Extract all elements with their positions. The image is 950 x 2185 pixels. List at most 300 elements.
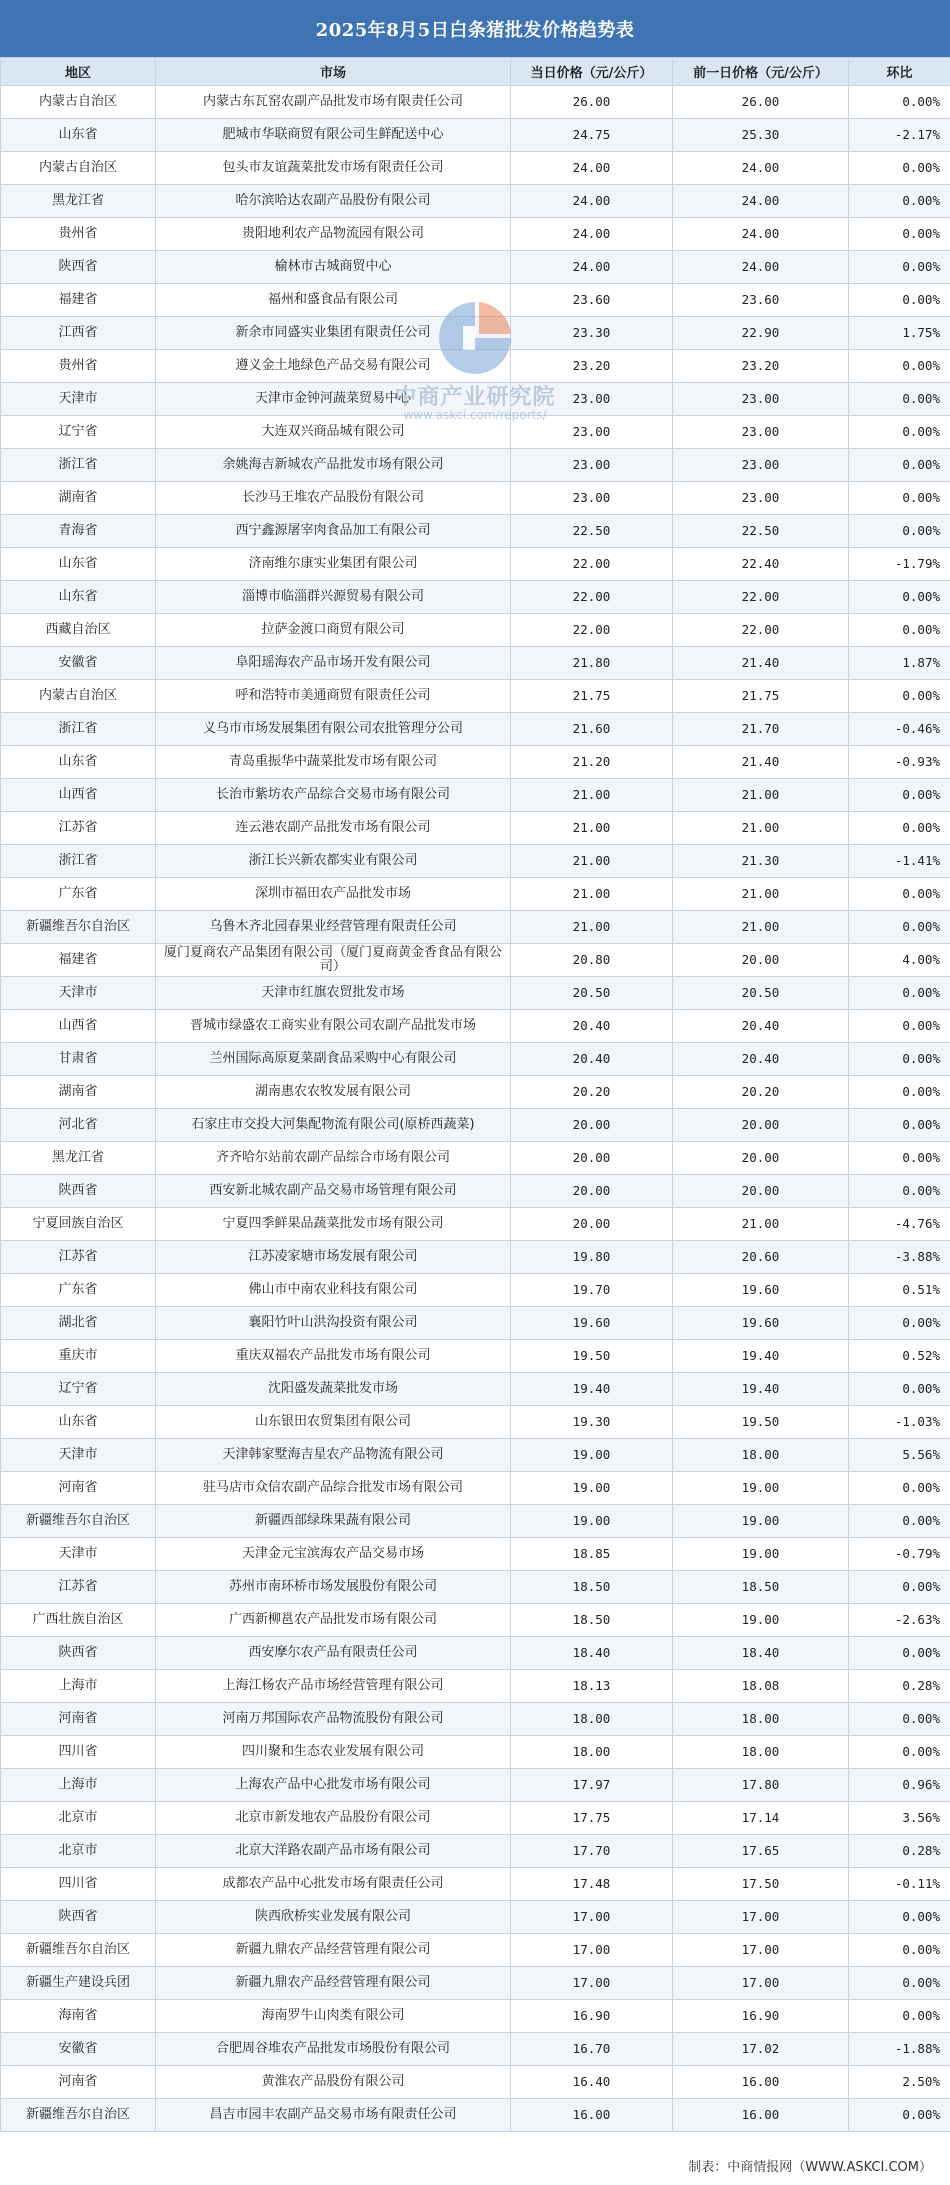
table-row xyxy=(1,1703,950,1736)
prev-price-cell: 21.75 xyxy=(673,680,849,713)
today-price-cell: 19.50 xyxy=(511,1340,673,1373)
market-cell: 山东银田农贸集团有限公司 xyxy=(156,1406,511,1439)
change-cell: 0.00% xyxy=(849,1571,950,1604)
table-row xyxy=(1,1967,950,2000)
region-cell: 宁夏回族自治区 xyxy=(1,1208,156,1241)
today-price-cell: 21.00 xyxy=(511,845,673,878)
region-cell: 江苏省 xyxy=(1,812,156,845)
change-cell: 0.00% xyxy=(849,977,950,1010)
market-cell: 天津市红旗农贸批发市场 xyxy=(156,977,511,1010)
table-row xyxy=(1,680,950,713)
today-price-cell: 17.75 xyxy=(511,1802,673,1835)
table-row xyxy=(1,1868,950,1901)
prev-price-cell: 20.00 xyxy=(673,1109,849,1142)
region-cell: 湖南省 xyxy=(1,482,156,515)
region-cell: 新疆维吾尔自治区 xyxy=(1,1505,156,1538)
region-cell: 广东省 xyxy=(1,1274,156,1307)
change-cell: -1.03% xyxy=(849,1406,950,1439)
region-cell: 山西省 xyxy=(1,779,156,812)
market-cell: 新疆九鼎农产品经营管理有限公司 xyxy=(156,1967,511,2000)
region-cell: 陕西省 xyxy=(1,251,156,284)
market-cell: 陕西欣桥实业发展有限公司 xyxy=(156,1901,511,1934)
price-table xyxy=(0,57,950,2132)
today-price-cell: 20.50 xyxy=(511,977,673,1010)
change-cell: 0.00% xyxy=(849,1637,950,1670)
change-cell: 0.28% xyxy=(849,1835,950,1868)
change-cell: 0.00% xyxy=(849,779,950,812)
table-row xyxy=(1,317,950,350)
region-cell: 四川省 xyxy=(1,1736,156,1769)
market-cell: 淄博市临淄群兴源贸易有限公司 xyxy=(156,581,511,614)
today-price-cell: 26.00 xyxy=(511,86,673,119)
change-cell: -1.79% xyxy=(849,548,950,581)
prev-price-cell: 21.00 xyxy=(673,779,849,812)
today-price-cell: 24.00 xyxy=(511,218,673,251)
region-cell: 江苏省 xyxy=(1,1241,156,1274)
today-price-cell: 19.80 xyxy=(511,1241,673,1274)
change-cell: 1.87% xyxy=(849,647,950,680)
market-cell: 成都农产品中心批发市场有限责任公司 xyxy=(156,1868,511,1901)
today-price-cell: 21.00 xyxy=(511,779,673,812)
prev-price-cell: 20.00 xyxy=(673,1175,849,1208)
change-cell: 0.00% xyxy=(849,515,950,548)
prev-price-cell: 17.80 xyxy=(673,1769,849,1802)
change-cell: 0.00% xyxy=(849,1967,950,2000)
region-cell: 内蒙古自治区 xyxy=(1,152,156,185)
region-cell: 内蒙古自治区 xyxy=(1,680,156,713)
today-price-cell: 16.70 xyxy=(511,2033,673,2066)
table-title: 2025年8月5日白条猪批发价格趋势表 xyxy=(0,0,950,57)
table-row xyxy=(1,2033,950,2066)
table-row xyxy=(1,713,950,746)
change-cell: -0.11% xyxy=(849,1868,950,1901)
table-row xyxy=(1,119,950,152)
change-cell: 0.00% xyxy=(849,185,950,218)
today-price-cell: 23.20 xyxy=(511,350,673,383)
table-row xyxy=(1,1538,950,1571)
change-cell: 0.00% xyxy=(849,911,950,944)
region-cell: 广西壮族自治区 xyxy=(1,1604,156,1637)
today-price-cell: 18.00 xyxy=(511,1736,673,1769)
market-cell: 遵义金土地绿色产品交易有限公司 xyxy=(156,350,511,383)
prev-price-cell: 23.20 xyxy=(673,350,849,383)
prev-price-cell: 16.00 xyxy=(673,2099,849,2132)
change-cell: -2.17% xyxy=(849,119,950,152)
prev-price-cell: 23.00 xyxy=(673,482,849,515)
market-cell: 兰州国际高原夏菜副食品采购中心有限公司 xyxy=(156,1043,511,1076)
prev-price-cell: 21.40 xyxy=(673,746,849,779)
prev-price-cell: 25.30 xyxy=(673,119,849,152)
change-cell: -0.79% xyxy=(849,1538,950,1571)
table-row xyxy=(1,1934,950,1967)
today-price-cell: 18.85 xyxy=(511,1538,673,1571)
change-cell: 0.00% xyxy=(849,416,950,449)
table-row xyxy=(1,1802,950,1835)
prev-price-cell: 22.50 xyxy=(673,515,849,548)
prev-price-cell: 21.40 xyxy=(673,647,849,680)
market-cell: 海南罗牛山肉类有限公司 xyxy=(156,2000,511,2033)
today-price-cell: 19.30 xyxy=(511,1406,673,1439)
table-row xyxy=(1,911,950,944)
change-cell: 4.00% xyxy=(849,944,950,977)
header-today-price: 当日价格（元/公斤） xyxy=(511,58,673,86)
today-price-cell: 20.00 xyxy=(511,1109,673,1142)
table-row xyxy=(1,944,950,977)
region-cell: 天津市 xyxy=(1,1538,156,1571)
market-cell: 浙江长兴新农都实业有限公司 xyxy=(156,845,511,878)
market-cell: 包头市友谊蔬菜批发市场有限责任公司 xyxy=(156,152,511,185)
change-cell: 0.00% xyxy=(849,1010,950,1043)
table-row xyxy=(1,614,950,647)
market-cell: 西安新北城农副产品交易市场管理有限公司 xyxy=(156,1175,511,1208)
prev-price-cell: 24.00 xyxy=(673,251,849,284)
market-cell: 拉萨金渡口商贸有限公司 xyxy=(156,614,511,647)
region-cell: 甘肃省 xyxy=(1,1043,156,1076)
region-cell: 陕西省 xyxy=(1,1637,156,1670)
region-cell: 天津市 xyxy=(1,977,156,1010)
change-cell: -1.41% xyxy=(849,845,950,878)
region-cell: 广东省 xyxy=(1,878,156,911)
region-cell: 浙江省 xyxy=(1,449,156,482)
change-cell: 0.00% xyxy=(849,812,950,845)
table-row xyxy=(1,1604,950,1637)
prev-price-cell: 19.00 xyxy=(673,1472,849,1505)
market-cell: 宁夏四季鲜果品蔬菜批发市场有限公司 xyxy=(156,1208,511,1241)
table-row xyxy=(1,1340,950,1373)
table-row xyxy=(1,2066,950,2099)
change-cell: 0.00% xyxy=(849,1109,950,1142)
prev-price-cell: 21.70 xyxy=(673,713,849,746)
market-cell: 余姚海吉新城农产品批发市场有限公司 xyxy=(156,449,511,482)
change-cell: -0.46% xyxy=(849,713,950,746)
prev-price-cell: 23.00 xyxy=(673,383,849,416)
today-price-cell: 18.50 xyxy=(511,1571,673,1604)
today-price-cell: 18.13 xyxy=(511,1670,673,1703)
market-cell: 厦门夏商农产品集团有限公司（厦门夏商黄金香食品有限公司） xyxy=(156,944,511,977)
watermark-url: www.askci.com/reports/ xyxy=(403,408,547,422)
table-row xyxy=(1,845,950,878)
today-price-cell: 22.00 xyxy=(511,614,673,647)
change-cell: 0.00% xyxy=(849,1472,950,1505)
region-cell: 上海市 xyxy=(1,1769,156,1802)
change-cell: 0.00% xyxy=(849,86,950,119)
prev-price-cell: 17.00 xyxy=(673,1934,849,1967)
prev-price-cell: 18.50 xyxy=(673,1571,849,1604)
header-market: 市场 xyxy=(156,58,511,86)
market-cell: 北京大洋路农副产品市场有限公司 xyxy=(156,1835,511,1868)
change-cell: 0.00% xyxy=(849,1703,950,1736)
change-cell: 0.00% xyxy=(849,218,950,251)
today-price-cell: 21.80 xyxy=(511,647,673,680)
region-cell: 河南省 xyxy=(1,1703,156,1736)
change-cell: 0.00% xyxy=(849,1505,950,1538)
market-cell: 内蒙古东瓦窑农副产品批发市场有限责任公司 xyxy=(156,86,511,119)
today-price-cell: 17.00 xyxy=(511,1967,673,2000)
today-price-cell: 20.00 xyxy=(511,1208,673,1241)
change-cell: 0.00% xyxy=(849,1901,950,1934)
prev-price-cell: 22.90 xyxy=(673,317,849,350)
region-cell: 浙江省 xyxy=(1,845,156,878)
prev-price-cell: 22.40 xyxy=(673,548,849,581)
market-cell: 阜阳瑶海农产品市场开发有限公司 xyxy=(156,647,511,680)
market-cell: 青岛重振华中蔬菜批发市场有限公司 xyxy=(156,746,511,779)
table-row xyxy=(1,515,950,548)
change-cell: 5.56% xyxy=(849,1439,950,1472)
prev-price-cell: 17.14 xyxy=(673,1802,849,1835)
market-cell: 石家庄市交投大河集配物流有限公司(原桥西蔬菜) xyxy=(156,1109,511,1142)
change-cell: -4.76% xyxy=(849,1208,950,1241)
region-cell: 山东省 xyxy=(1,1406,156,1439)
prev-price-cell: 16.00 xyxy=(673,2066,849,2099)
region-cell: 海南省 xyxy=(1,2000,156,2033)
region-cell: 河南省 xyxy=(1,1472,156,1505)
table-row xyxy=(1,2099,950,2132)
region-cell: 江西省 xyxy=(1,317,156,350)
region-cell: 湖南省 xyxy=(1,1076,156,1109)
region-cell: 山东省 xyxy=(1,548,156,581)
market-cell: 哈尔滨哈达农副产品股份有限公司 xyxy=(156,185,511,218)
today-price-cell: 21.00 xyxy=(511,911,673,944)
market-cell: 四川聚和生态农业发展有限公司 xyxy=(156,1736,511,1769)
header-row xyxy=(1,58,950,86)
prev-price-cell: 17.00 xyxy=(673,1967,849,2000)
table-body xyxy=(1,86,950,2132)
today-price-cell: 19.00 xyxy=(511,1505,673,1538)
prev-price-cell: 20.50 xyxy=(673,977,849,1010)
today-price-cell: 16.00 xyxy=(511,2099,673,2132)
change-cell: 0.00% xyxy=(849,284,950,317)
table-row xyxy=(1,86,950,119)
change-cell: -3.88% xyxy=(849,1241,950,1274)
today-price-cell: 16.40 xyxy=(511,2066,673,2099)
market-cell: 深圳市福田农产品批发市场 xyxy=(156,878,511,911)
region-cell: 河北省 xyxy=(1,1109,156,1142)
table-row xyxy=(1,647,950,680)
today-price-cell: 24.75 xyxy=(511,119,673,152)
prev-price-cell: 16.90 xyxy=(673,2000,849,2033)
today-price-cell: 17.70 xyxy=(511,1835,673,1868)
table-row xyxy=(1,1736,950,1769)
market-cell: 义乌市市场发展集团有限公司农批管理分公司 xyxy=(156,713,511,746)
change-cell: 3.56% xyxy=(849,1802,950,1835)
table-row xyxy=(1,812,950,845)
market-cell: 呼和浩特市美通商贸有限责任公司 xyxy=(156,680,511,713)
change-cell: 0.00% xyxy=(849,581,950,614)
table-row xyxy=(1,878,950,911)
today-price-cell: 21.00 xyxy=(511,878,673,911)
market-cell: 济南维尔康实业集团有限公司 xyxy=(156,548,511,581)
prev-price-cell: 17.02 xyxy=(673,2033,849,2066)
change-cell: 0.00% xyxy=(849,1175,950,1208)
change-cell: 0.00% xyxy=(849,2099,950,2132)
today-price-cell: 23.00 xyxy=(511,449,673,482)
change-cell: 0.00% xyxy=(849,878,950,911)
prev-price-cell: 18.00 xyxy=(673,1439,849,1472)
prev-price-cell: 22.00 xyxy=(673,614,849,647)
market-cell: 天津市金钟河蔬菜贸易中心 xyxy=(156,383,511,416)
change-cell: 0.00% xyxy=(849,152,950,185)
header-change: 环比 xyxy=(849,58,950,86)
prev-price-cell: 18.40 xyxy=(673,1637,849,1670)
region-cell: 山东省 xyxy=(1,746,156,779)
change-cell: 0.00% xyxy=(849,614,950,647)
change-cell: 0.52% xyxy=(849,1340,950,1373)
today-price-cell: 20.00 xyxy=(511,1142,673,1175)
region-cell: 湖北省 xyxy=(1,1307,156,1340)
prev-price-cell: 18.08 xyxy=(673,1670,849,1703)
market-cell: 上海农产品中心批发市场有限公司 xyxy=(156,1769,511,1802)
market-cell: 北京市新发地农产品股份有限公司 xyxy=(156,1802,511,1835)
table-row xyxy=(1,152,950,185)
today-price-cell: 21.20 xyxy=(511,746,673,779)
prev-price-cell: 23.00 xyxy=(673,449,849,482)
market-cell: 苏州市南环桥市场发展股份有限公司 xyxy=(156,1571,511,1604)
market-cell: 襄阳竹叶山洪沟投资有限公司 xyxy=(156,1307,511,1340)
table-row xyxy=(1,1208,950,1241)
prev-price-cell: 19.00 xyxy=(673,1604,849,1637)
table-row xyxy=(1,1010,950,1043)
region-cell: 青海省 xyxy=(1,515,156,548)
today-price-cell: 19.60 xyxy=(511,1307,673,1340)
prev-price-cell: 20.20 xyxy=(673,1076,849,1109)
prev-price-cell: 21.00 xyxy=(673,1208,849,1241)
today-price-cell: 20.40 xyxy=(511,1010,673,1043)
region-cell: 安徽省 xyxy=(1,647,156,680)
change-cell: 0.00% xyxy=(849,1934,950,1967)
change-cell: 0.00% xyxy=(849,383,950,416)
today-price-cell: 20.40 xyxy=(511,1043,673,1076)
market-cell: 连云港农副产品批发市场有限公司 xyxy=(156,812,511,845)
region-cell: 内蒙古自治区 xyxy=(1,86,156,119)
change-cell: 0.28% xyxy=(849,1670,950,1703)
change-cell: 0.00% xyxy=(849,482,950,515)
market-cell: 驻马店市众信农副产品综合批发市场有限公司 xyxy=(156,1472,511,1505)
today-price-cell: 18.40 xyxy=(511,1637,673,1670)
today-price-cell: 23.60 xyxy=(511,284,673,317)
table-row xyxy=(1,1835,950,1868)
table-row xyxy=(1,1076,950,1109)
prev-price-cell: 21.00 xyxy=(673,878,849,911)
today-price-cell: 21.60 xyxy=(511,713,673,746)
today-price-cell: 24.00 xyxy=(511,152,673,185)
market-cell: 佛山市中南农业科技有限公司 xyxy=(156,1274,511,1307)
table-row xyxy=(1,1472,950,1505)
prev-price-cell: 21.00 xyxy=(673,812,849,845)
change-cell: 0.00% xyxy=(849,1373,950,1406)
region-cell: 天津市 xyxy=(1,383,156,416)
prev-price-cell: 19.60 xyxy=(673,1274,849,1307)
region-cell: 西藏自治区 xyxy=(1,614,156,647)
today-price-cell: 17.48 xyxy=(511,1868,673,1901)
change-cell: -1.88% xyxy=(849,2033,950,2066)
region-cell: 天津市 xyxy=(1,1439,156,1472)
table-row xyxy=(1,1439,950,1472)
region-cell: 重庆市 xyxy=(1,1340,156,1373)
region-cell: 上海市 xyxy=(1,1670,156,1703)
prev-price-cell: 26.00 xyxy=(673,86,849,119)
table-row xyxy=(1,1109,950,1142)
table-row xyxy=(1,548,950,581)
source-footer: 制表：中商情报网（WWW.ASKCI.COM） xyxy=(688,2160,932,2175)
table-row xyxy=(1,1505,950,1538)
table-row xyxy=(1,383,950,416)
market-cell: 乌鲁木齐北园春果业经营管理有限责任公司 xyxy=(156,911,511,944)
prev-price-cell: 21.00 xyxy=(673,911,849,944)
market-cell: 上海江杨农产品市场经营管理有限公司 xyxy=(156,1670,511,1703)
region-cell: 山西省 xyxy=(1,1010,156,1043)
prev-price-cell: 22.00 xyxy=(673,581,849,614)
table-row xyxy=(1,581,950,614)
table-row xyxy=(1,1307,950,1340)
table-row xyxy=(1,416,950,449)
table-row xyxy=(1,218,950,251)
region-cell: 陕西省 xyxy=(1,1175,156,1208)
watermark-name: 中商产业研究院 xyxy=(394,385,556,410)
table-row xyxy=(1,350,950,383)
today-price-cell: 22.50 xyxy=(511,515,673,548)
region-cell: 贵州省 xyxy=(1,350,156,383)
region-cell: 新疆维吾尔自治区 xyxy=(1,911,156,944)
prev-price-cell: 24.00 xyxy=(673,218,849,251)
today-price-cell: 22.00 xyxy=(511,548,673,581)
table-row xyxy=(1,1769,950,1802)
today-price-cell: 20.80 xyxy=(511,944,673,977)
prev-price-cell: 19.60 xyxy=(673,1307,849,1340)
table-row xyxy=(1,1274,950,1307)
table-row xyxy=(1,1670,950,1703)
today-price-cell: 19.00 xyxy=(511,1472,673,1505)
prev-price-cell: 23.00 xyxy=(673,416,849,449)
market-cell: 贵阳地利农产品物流园有限公司 xyxy=(156,218,511,251)
change-cell: 0.00% xyxy=(849,1736,950,1769)
prev-price-cell: 19.00 xyxy=(673,1505,849,1538)
market-cell: 新疆九鼎农产品经营管理有限公司 xyxy=(156,1934,511,1967)
region-cell: 黑龙江省 xyxy=(1,185,156,218)
header-region: 地区 xyxy=(1,58,156,86)
market-cell: 广西新柳邕农产品批发市场有限公司 xyxy=(156,1604,511,1637)
market-cell: 长沙马王堆农产品股份有限公司 xyxy=(156,482,511,515)
table-row xyxy=(1,1043,950,1076)
change-cell: 0.00% xyxy=(849,1142,950,1175)
region-cell: 陕西省 xyxy=(1,1901,156,1934)
market-cell: 榆林市古城商贸中心 xyxy=(156,251,511,284)
region-cell: 北京市 xyxy=(1,1802,156,1835)
region-cell: 新疆维吾尔自治区 xyxy=(1,1934,156,1967)
region-cell: 福建省 xyxy=(1,944,156,977)
market-cell: 新余市同盛实业集团有限责任公司 xyxy=(156,317,511,350)
market-cell: 西宁鑫源屠宰肉食品加工有限公司 xyxy=(156,515,511,548)
today-price-cell: 16.90 xyxy=(511,2000,673,2033)
table-row xyxy=(1,1175,950,1208)
prev-price-cell: 17.65 xyxy=(673,1835,849,1868)
region-cell: 辽宁省 xyxy=(1,1373,156,1406)
change-cell: 0.51% xyxy=(849,1274,950,1307)
change-cell: 0.96% xyxy=(849,1769,950,1802)
market-cell: 河南万邦国际农产品物流股份有限公司 xyxy=(156,1703,511,1736)
today-price-cell: 18.00 xyxy=(511,1703,673,1736)
prev-price-cell: 20.60 xyxy=(673,1241,849,1274)
table-row xyxy=(1,2000,950,2033)
change-cell: 0.00% xyxy=(849,2000,950,2033)
change-cell: 0.00% xyxy=(849,1043,950,1076)
region-cell: 新疆维吾尔自治区 xyxy=(1,2099,156,2132)
table-row xyxy=(1,1637,950,1670)
table-row xyxy=(1,251,950,284)
prev-price-cell: 18.00 xyxy=(673,1703,849,1736)
table-row xyxy=(1,1406,950,1439)
region-cell: 江苏省 xyxy=(1,1571,156,1604)
today-price-cell: 23.00 xyxy=(511,416,673,449)
